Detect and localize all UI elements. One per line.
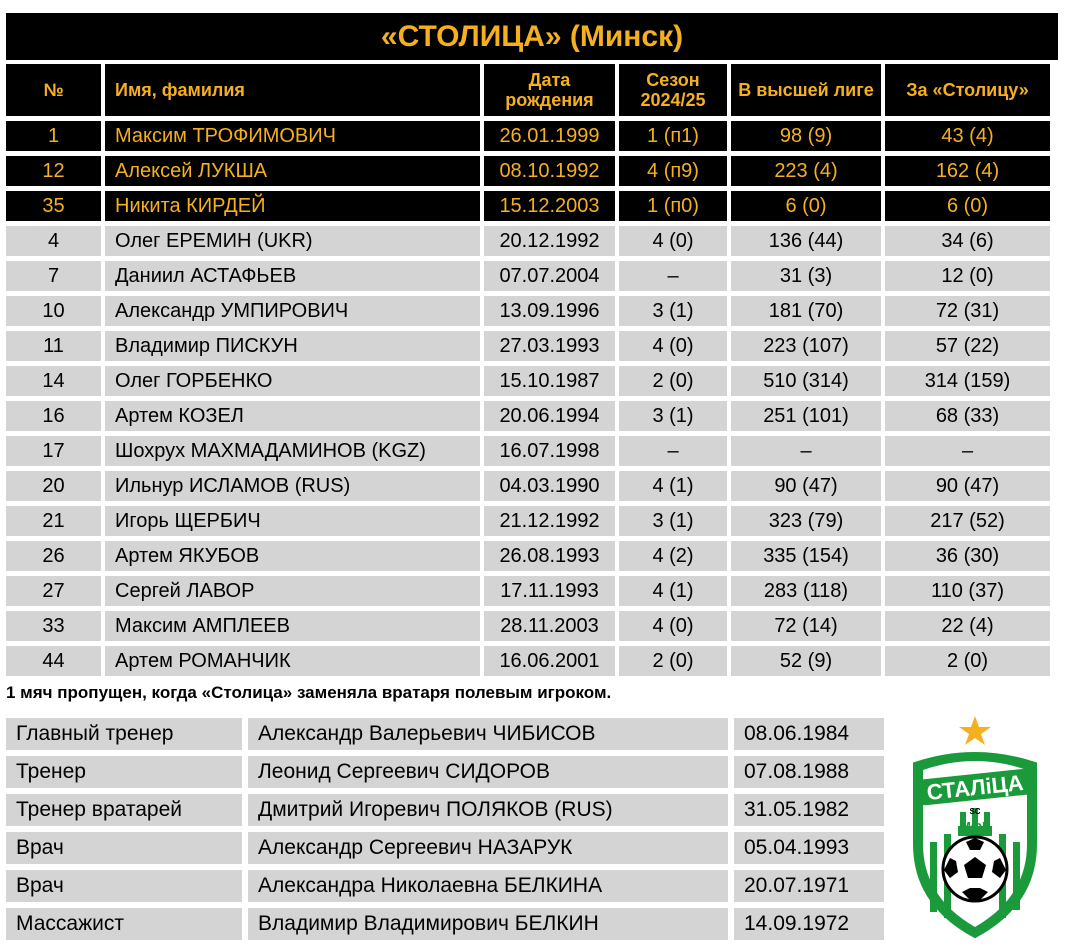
player-league: 223 (107) [731,331,881,361]
player-row [6,331,1058,361]
staff-dob: 08.06.1984 [734,718,884,750]
player-league: 323 (79) [731,506,881,536]
player-num: 10 [6,296,101,326]
player-dob: 13.09.1996 [484,296,615,326]
player-row [6,541,1058,571]
player-row [6,471,1058,501]
player-season: 3 (1) [619,401,727,431]
goalkeeper-name: Максим ТРОФИМОВИЧ [105,121,480,151]
player-league: 136 (44) [731,226,881,256]
player-name: Артем КОЗЕЛ [105,401,480,431]
player-name: Олег ЕРЕМИН (UKR) [105,226,480,256]
player-dob: 16.07.1998 [484,436,615,466]
player-num: 27 [6,576,101,606]
player-row [6,506,1058,536]
staff-name: Александр Сергеевич НАЗАРУК [248,832,728,864]
header-num: № [6,64,101,116]
goalkeeper-league: 223 (4) [731,156,881,186]
player-row [6,296,1058,326]
staff-role: Массажист [6,908,242,940]
player-club: 72 (31) [885,296,1050,326]
player-num: 16 [6,401,101,431]
player-dob: 17.11.1993 [484,576,615,606]
player-club: 68 (33) [885,401,1050,431]
player-dob: 16.06.2001 [484,646,615,676]
player-name: Олег ГОРБЕНКО [105,366,480,396]
player-dob: 20.12.1992 [484,226,615,256]
staff-row [6,756,886,788]
staff-role: Врач [6,870,242,902]
player-league: 72 (14) [731,611,881,641]
staff-dob: 14.09.1972 [734,908,884,940]
player-num: 44 [6,646,101,676]
player-num: 17 [6,436,101,466]
player-name: Игорь ЩЕРБИЧ [105,506,480,536]
player-name: Даниил АСТАФЬЕВ [105,261,480,291]
player-dob: 28.11.2003 [484,611,615,641]
player-league: 251 (101) [731,401,881,431]
staff-table [6,718,886,946]
player-league: 283 (118) [731,576,881,606]
header-name: Имя, фамилия [105,64,480,116]
player-club: 12 (0) [885,261,1050,291]
page-title: «СТОЛИЦА» (Минск) [6,13,1058,60]
logo-initials: МФК [960,819,990,834]
staff-name: Леонид Сергеевич СИДОРОВ [248,756,728,788]
player-name: Владимир ПИСКУН [105,331,480,361]
player-league: 90 (47) [731,471,881,501]
goalkeeper-dob: 26.01.1999 [484,121,615,151]
player-season: 4 (0) [619,611,727,641]
staff-dob: 07.08.1988 [734,756,884,788]
goalkeeper-season: 4 (п9) [619,156,727,186]
goalkeeper-dob: 08.10.1992 [484,156,615,186]
header-season: Сезон 2024/25 [619,64,727,116]
goalkeeper-dob: 15.12.2003 [484,191,615,221]
player-season: 4 (0) [619,226,727,256]
player-num: 20 [6,471,101,501]
player-league: 31 (3) [731,261,881,291]
staff-row [6,908,886,940]
player-league: 181 (70) [731,296,881,326]
player-club: 57 (22) [885,331,1050,361]
player-club: 36 (30) [885,541,1050,571]
player-season: 4 (2) [619,541,727,571]
player-name: Шохрух МАХМАДАМИНОВ (KGZ) [105,436,480,466]
header-dob: Дата рождения [484,64,615,116]
player-dob: 04.03.1990 [484,471,615,501]
footnote: 1 мяч пропущен, когда «Столица» заменяла вратаря полевым игроком. [6,683,612,702]
player-season: 4 (0) [619,331,727,361]
goalkeeper-name: Алексей ЛУКША [105,156,480,186]
header-club: За «Столицу» [885,64,1050,116]
goalkeeper-season: 1 (п1) [619,121,727,151]
goalkeeper-row [6,191,1058,221]
player-num: 7 [6,261,101,291]
player-name: Сергей ЛАВОР [105,576,480,606]
player-season: 4 (1) [619,471,727,501]
goalkeeper-club: 6 (0) [885,191,1050,221]
player-club: 22 (4) [885,611,1050,641]
player-season: 2 (0) [619,366,727,396]
goalkeeper-club: 162 (4) [885,156,1050,186]
player-league: 52 (9) [731,646,881,676]
player-row [6,436,1058,466]
player-num: 33 [6,611,101,641]
staff-name: Дмитрий Игоревич ПОЛЯКОВ (RUS) [248,794,728,826]
player-num: 26 [6,541,101,571]
player-num: 21 [6,506,101,536]
staff-role: Тренер [6,756,242,788]
player-club: 110 (37) [885,576,1050,606]
goalkeeper-num: 35 [6,191,101,221]
player-season: 2 (0) [619,646,727,676]
staff-row [6,832,886,864]
player-club: 90 (47) [885,471,1050,501]
goalkeeper-name: Никита КИРДЕЙ [105,191,480,221]
table-header [6,64,1058,116]
player-row [6,576,1058,606]
player-club: 34 (6) [885,226,1050,256]
goalkeeper-season: 1 (п0) [619,191,727,221]
player-club: – [885,436,1050,466]
goalkeeper-club: 43 (4) [885,121,1050,151]
player-dob: 27.03.1993 [484,331,615,361]
player-club: 314 (159) [885,366,1050,396]
player-name: Александр УМПИРОВИЧ [105,296,480,326]
goalkeeper-league: 98 (9) [731,121,881,151]
player-row [6,261,1058,291]
header-league: В высшей лиге [731,64,881,116]
staff-name: Александр Валерьевич ЧИБИСОВ [248,718,728,750]
player-season: – [619,436,727,466]
player-name: Артем ЯКУБОВ [105,541,480,571]
goalkeeper-num: 1 [6,121,101,151]
player-row [6,611,1058,641]
player-league: – [731,436,881,466]
staff-role: Врач [6,832,242,864]
squad-table [6,13,1058,707]
player-league: 510 (314) [731,366,881,396]
goalkeeper-league: 6 (0) [731,191,881,221]
logo-small-text: SC [969,807,981,816]
staff-row [6,870,886,902]
player-league: 335 (154) [731,541,881,571]
logo-text: СТАЛіЦА [925,769,1025,806]
goalkeeper-num: 12 [6,156,101,186]
staff-dob: 05.04.1993 [734,832,884,864]
player-name: Максим АМПЛЕЕВ [105,611,480,641]
player-season: 3 (1) [619,296,727,326]
player-dob: 21.12.1992 [484,506,615,536]
player-row [6,226,1058,256]
player-dob: 26.08.1993 [484,541,615,571]
player-club: 217 (52) [885,506,1050,536]
player-row [6,646,1058,676]
player-name: Ильнур ИСЛАМОВ (RUS) [105,471,480,501]
logo-star-icon [959,716,991,745]
goalkeeper-row [6,156,1058,186]
staff-row [6,794,886,826]
staff-role: Тренер вратарей [6,794,242,826]
staff-role: Главный тренер [6,718,242,750]
player-dob: 20.06.1994 [484,401,615,431]
player-season: – [619,261,727,291]
player-dob: 15.10.1987 [484,366,615,396]
player-season: 3 (1) [619,506,727,536]
player-num: 14 [6,366,101,396]
staff-dob: 20.07.1971 [734,870,884,902]
club-logo [900,714,1050,942]
player-row [6,401,1058,431]
goalkeeper-row [6,121,1058,151]
staff-name: Владимир Владимирович БЕЛКИН [248,908,728,940]
staff-row [6,718,886,750]
player-row [6,366,1058,396]
player-num: 4 [6,226,101,256]
player-club: 2 (0) [885,646,1050,676]
player-dob: 07.07.2004 [484,261,615,291]
staff-dob: 31.05.1982 [734,794,884,826]
player-name: Артем РОМАНЧИК [105,646,480,676]
football-icon [943,837,1007,901]
player-season: 4 (1) [619,576,727,606]
player-num: 11 [6,331,101,361]
staff-name: Александра Николаевна БЕЛКИНА [248,870,728,902]
